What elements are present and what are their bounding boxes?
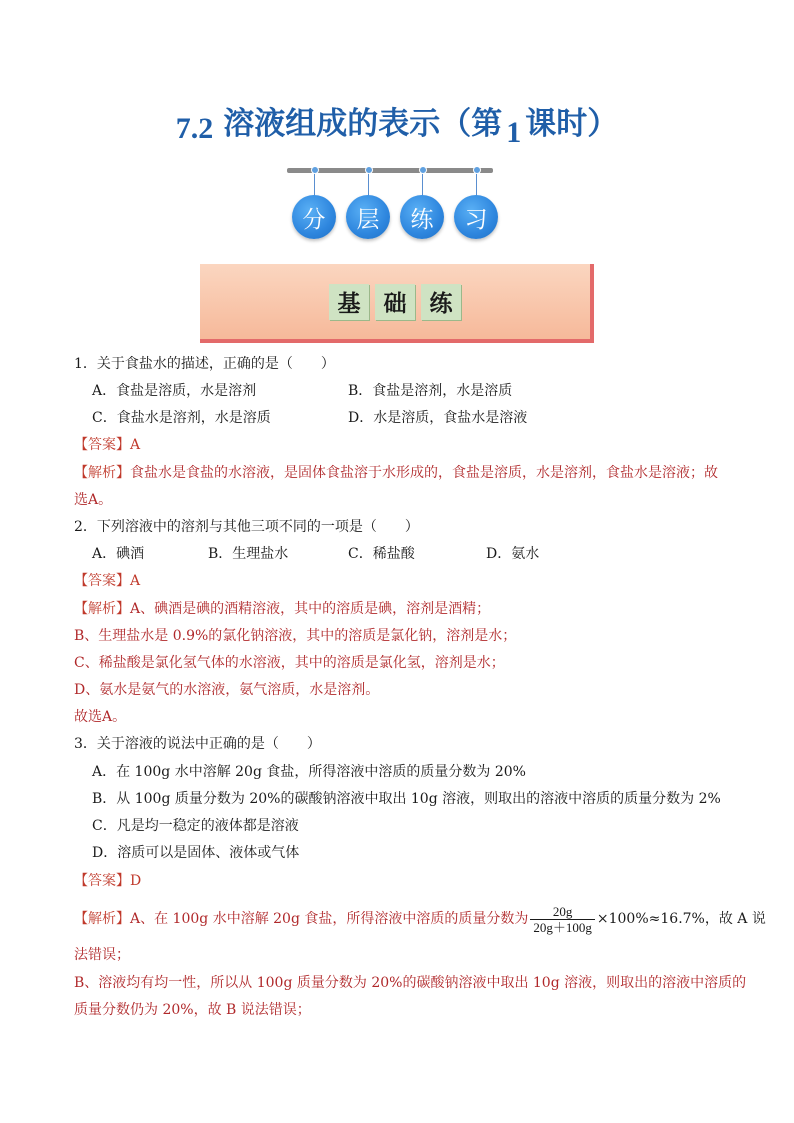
section-number: 7.2 [175,112,214,145]
question-2-stem: 2．下列溶液中的溶剂与其他三项不同的一项是（ ） [74,519,419,535]
banner-char: 础 [375,284,415,320]
hanger-knot [365,166,373,174]
q2-answer: 【答案】A [74,573,141,589]
q2-conclusion: 故选A。 [74,709,127,725]
q3-option-d: D．溶质可以是固体、液体或气体 [92,845,300,861]
title-end: 课时） [525,106,619,142]
q1-option-b: B．食盐是溶剂，水是溶质 [348,383,513,399]
page-title [0,98,794,150]
q1-answer: 【答案】A [74,437,141,453]
q3-explanation: 【解析】A、在 100g 水中溶解 20g 食盐，所得溶液中溶质的质量分数为 $\frac{20g}{20g+100g}$ ×100%≈16.7%，故 A 说 [74,903,766,935]
q2-explanation-c: C、稀盐酸是氯化氢气体的水溶液，其中的溶质是氯化氢，溶剂是水； [74,655,505,671]
q1-explanation: 【解析】食盐水是食盐的水溶液，是固体食盐溶于水形成的，食盐是溶质，水是溶剂，食盐水是溶液；故 [74,465,718,481]
q2-explanation-b: B、生理盐水是 0.9%的氯化钠溶液，其中的溶质是氯化钠，溶剂是水； [74,628,517,644]
q3-explanation-b: B、溶液均有均一性，所以从 100g 质量分数为 20%的碳酸钠溶液中取出 10g 溶液，则取出的溶液中溶质的 [74,975,747,991]
q3-option-c: C．凡是均一稳定的液体都是溶液 [92,818,299,834]
hanger-knot [419,166,427,174]
q2-option-c: C．稀盐酸 [348,546,415,562]
q2-option-d: D．氨水 [486,546,540,562]
banner-char: 基 [329,284,369,320]
q2-option-b: B．生理盐水 [208,546,289,562]
section-banner [200,264,594,343]
q3-explanation-b-cont: 质量分数仍为 20%，故 B 说法错误； [74,1002,311,1018]
q1-option-c: C．食盐水是溶剂，水是溶质 [92,410,271,426]
q2-explanation: 【解析】A、碘酒是碘的酒精溶液，其中的溶质是碘，溶剂是酒精； [74,601,491,617]
hanger-knot [473,166,481,174]
q3-answer: 【答案】D [74,873,142,889]
q1-option-a: A．食盐是溶质，水是溶剂 [92,383,257,399]
title-lesson-number: 1 [506,116,522,149]
title-main: 溶液组成的表示（第 [223,106,503,142]
q2-option-a: A．碘酒 [92,546,145,562]
q1-option-d: D．水是溶质，食盐水是溶液 [348,410,528,426]
fraction: $\frac{20g}{20g+100g}$ [530,904,595,935]
bubble-char: 分 [292,195,336,239]
q1-explanation-cont: 选A。 [74,492,113,508]
q2-explanation-d: D、氨水是氨气的水溶液，氨气溶质，水是溶剂。 [74,682,380,698]
bubble-char: 练 [400,195,444,239]
hanger-knot [311,166,319,174]
q3-option-b: B．从 100g 质量分数为 20%的碳酸钠溶液中取出 10g 溶液，则取出的溶液中溶质的质量分数为 2% [92,791,721,807]
q3-option-a: A．在 100g 水中溶解 20g 食盐，所得溶液中溶质的质量分数为 20% [92,764,526,780]
bubble-char: 层 [346,195,390,239]
question-1-stem: 1．关于食盐水的描述，正确的是（ ） [74,356,335,372]
q3-explanation-a-cont: 法错误； [74,947,130,963]
question-3-stem: 3．关于溶液的说法中正确的是（ ） [74,736,321,752]
bubble-char: 习 [454,195,498,239]
banner-char: 练 [421,284,461,320]
